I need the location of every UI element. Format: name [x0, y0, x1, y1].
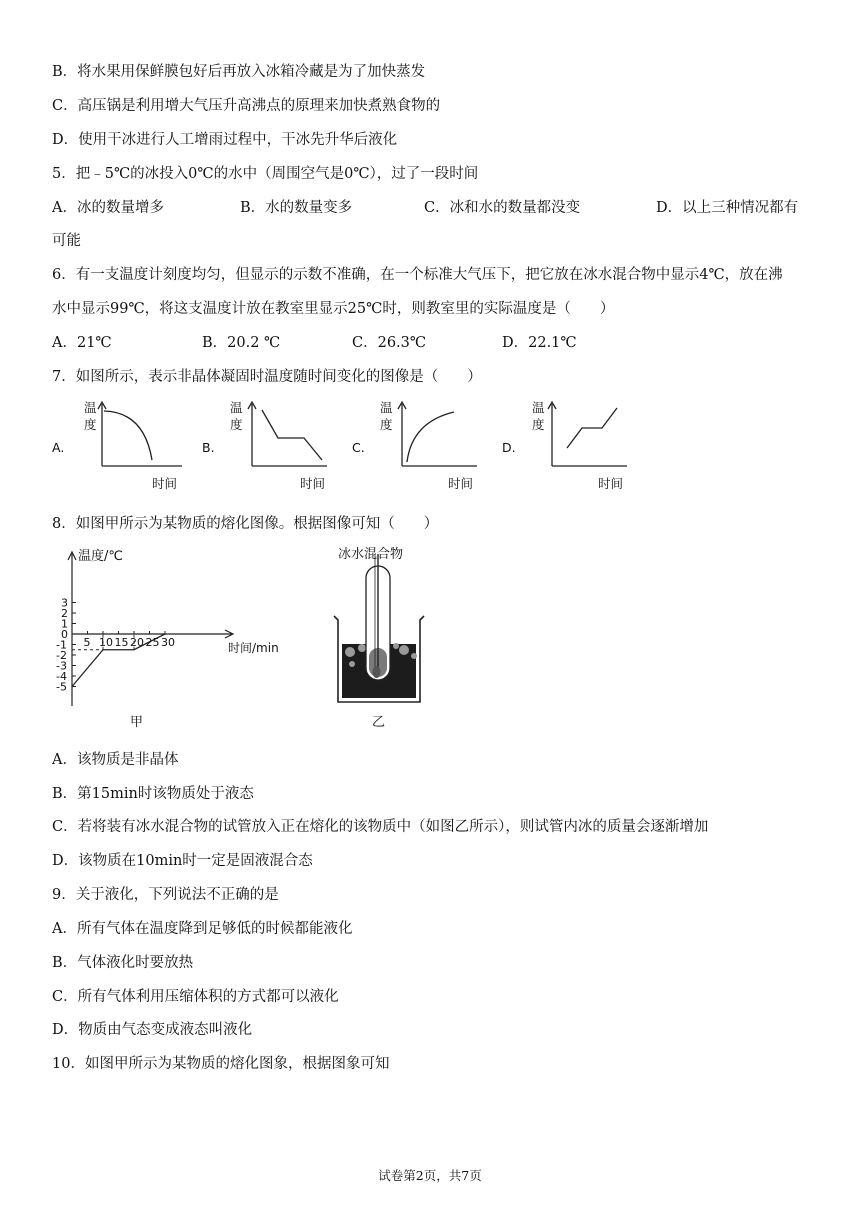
- question-5: 5．把﹣5℃的冰投入0℃的水中（周围空气是0℃），过了一段时间: [52, 166, 479, 182]
- q8-thermometer-bulb: [373, 666, 381, 678]
- q7-c-xlabel: 时间: [448, 476, 474, 491]
- q8-x-tick-label: 15: [114, 636, 129, 649]
- q7-label-d: D.: [502, 440, 516, 455]
- q8-xlabel: 时间/min: [228, 641, 279, 655]
- q7-graph-b-line: [262, 410, 322, 460]
- q7-graph-d-line: [567, 408, 617, 448]
- q7-b-xlabel: 时间: [300, 476, 326, 491]
- question-7: 7．如图所示，表示非晶体凝固时温度随时间变化的图像是（ ）: [52, 369, 482, 385]
- question-6-line2: 水中显示99℃，将这支温度计放在教室里显示25℃时，则教室里的实际温度是（ ）: [52, 301, 615, 317]
- q7-a-ylabel-bottom: 度: [84, 417, 97, 432]
- q8-caption-yi: 乙: [372, 715, 386, 730]
- q7-label-b: B.: [202, 440, 215, 455]
- q8-y-tick-label: -3: [56, 659, 67, 673]
- q8-beaker-label: 冰水混合物: [338, 547, 404, 562]
- question-8: 8．如图甲所示为某物质的熔化图像。根据图像可知（ ）: [52, 516, 439, 532]
- q8-y-tick-label: 0: [61, 628, 68, 641]
- q7-a-xlabel: 时间: [152, 476, 178, 491]
- q7-graph-d: [548, 402, 627, 466]
- q5-option-d: D．以上三种情况都有: [656, 200, 799, 216]
- q5-option-c: C．冰和水的数量都没变: [424, 200, 581, 216]
- q8-option-c: C．若将装有冰水混合物的试管放入正在熔化的该物质中（如图乙所示），则试管内冰的质量会逐渐增加: [52, 819, 709, 835]
- q7-c-ylabel-top: 温: [380, 400, 393, 415]
- q7-a-ylabel-top: 温: [84, 400, 97, 415]
- q8-y-tick-label: 3: [61, 596, 68, 610]
- q8-y-tick-label: 2: [61, 607, 68, 620]
- q8-x-tick-label: 20: [130, 636, 144, 649]
- q8-option-a: A．该物质是非晶体: [52, 752, 179, 768]
- q4-option-c: C．高压锅是利用增大气压升高沸点的原理来加快煮熟食物的: [52, 98, 441, 114]
- question-9: 9．关于液化，下列说法不正确的是: [52, 887, 279, 903]
- q8-x-tick-label: 25: [145, 636, 160, 649]
- q8-beaker-figure: [334, 546, 424, 730]
- q4-option-d: D．使用干冰进行人工增雨过程中，干冰先升华后液化: [52, 132, 398, 148]
- q7-graphs: [52, 398, 652, 494]
- question-6-line1: 6．有一支温度计刻度均匀，但显示的示数不准确，在一个标准大气压下，把它放在冰水混合物中显示4℃，放在沸: [52, 267, 783, 283]
- q9-option-d: D．物质由气态变成液态叫液化: [52, 1022, 253, 1038]
- q7-b-ylabel-bottom: 度: [230, 417, 243, 432]
- q5-option-a: A．冰的数量增多: [52, 200, 164, 216]
- q7-label-c: C.: [352, 440, 365, 455]
- q8-x-tick-label: 5: [83, 636, 91, 649]
- q7-d-ylabel-bottom: 度: [532, 417, 545, 432]
- q6-option-a: A．21℃: [52, 335, 112, 351]
- q7-b-ylabel-top: 温: [230, 400, 243, 415]
- q7-graph-c-curve: [407, 412, 454, 462]
- q7-graph-a-curve: [104, 411, 152, 460]
- q8-figures: [52, 540, 432, 740]
- q4-option-b: B．将水果用保鲜膜包好后再放入冰箱冷藏是为了加快蒸发: [52, 64, 426, 80]
- q8-y-tick-label: -5: [56, 680, 67, 694]
- q7-graph-a: [98, 402, 182, 466]
- page-footer: 试卷第2页，共7页: [378, 1168, 482, 1183]
- q8-x-tick-label: 10: [99, 636, 113, 649]
- q7-graph-c: [398, 402, 477, 466]
- q5-option-d-wrap: 可能: [52, 233, 81, 249]
- q8-x-tick-label: 30: [161, 636, 175, 649]
- q8-melting-chart: [56, 548, 279, 730]
- q8-y-tick-label: -4: [56, 670, 67, 683]
- q7-c-ylabel-bottom: 度: [380, 417, 393, 432]
- q8-ylabel: 温度/℃: [78, 549, 123, 564]
- q8-y-tick-label: -2: [56, 649, 67, 662]
- q9-option-b: B．气体液化时要放热: [52, 955, 194, 971]
- q6-option-d: D．22.1℃: [502, 335, 577, 351]
- q7-label-a: A.: [52, 440, 65, 455]
- q8-y-tick-label: -1: [56, 638, 67, 652]
- q8-option-b: B．第15min时该物质处于液态: [52, 786, 254, 802]
- q7-d-ylabel-top: 温: [532, 400, 545, 415]
- q9-option-a: A．所有气体在温度降到足够低的时候都能液化: [52, 921, 353, 937]
- q6-option-b: B．20.2 ℃: [202, 335, 281, 351]
- q6-option-c: C．26.3℃: [352, 335, 427, 351]
- q5-option-b: B．水的数量变多: [240, 200, 353, 216]
- q7-d-xlabel: 时间: [598, 476, 624, 491]
- q7-graph-b: [248, 402, 327, 466]
- q9-option-c: C．所有气体利用压缩体积的方式都可以液化: [52, 989, 339, 1005]
- question-10: 10．如图甲所示为某物质的熔化图象，根据图象可知: [52, 1056, 390, 1072]
- q8-caption-jia: 甲: [130, 715, 144, 730]
- q8-option-d: D．该物质在10min时一定是固液混合态: [52, 853, 313, 869]
- q8-y-tick-label: 1: [61, 617, 68, 631]
